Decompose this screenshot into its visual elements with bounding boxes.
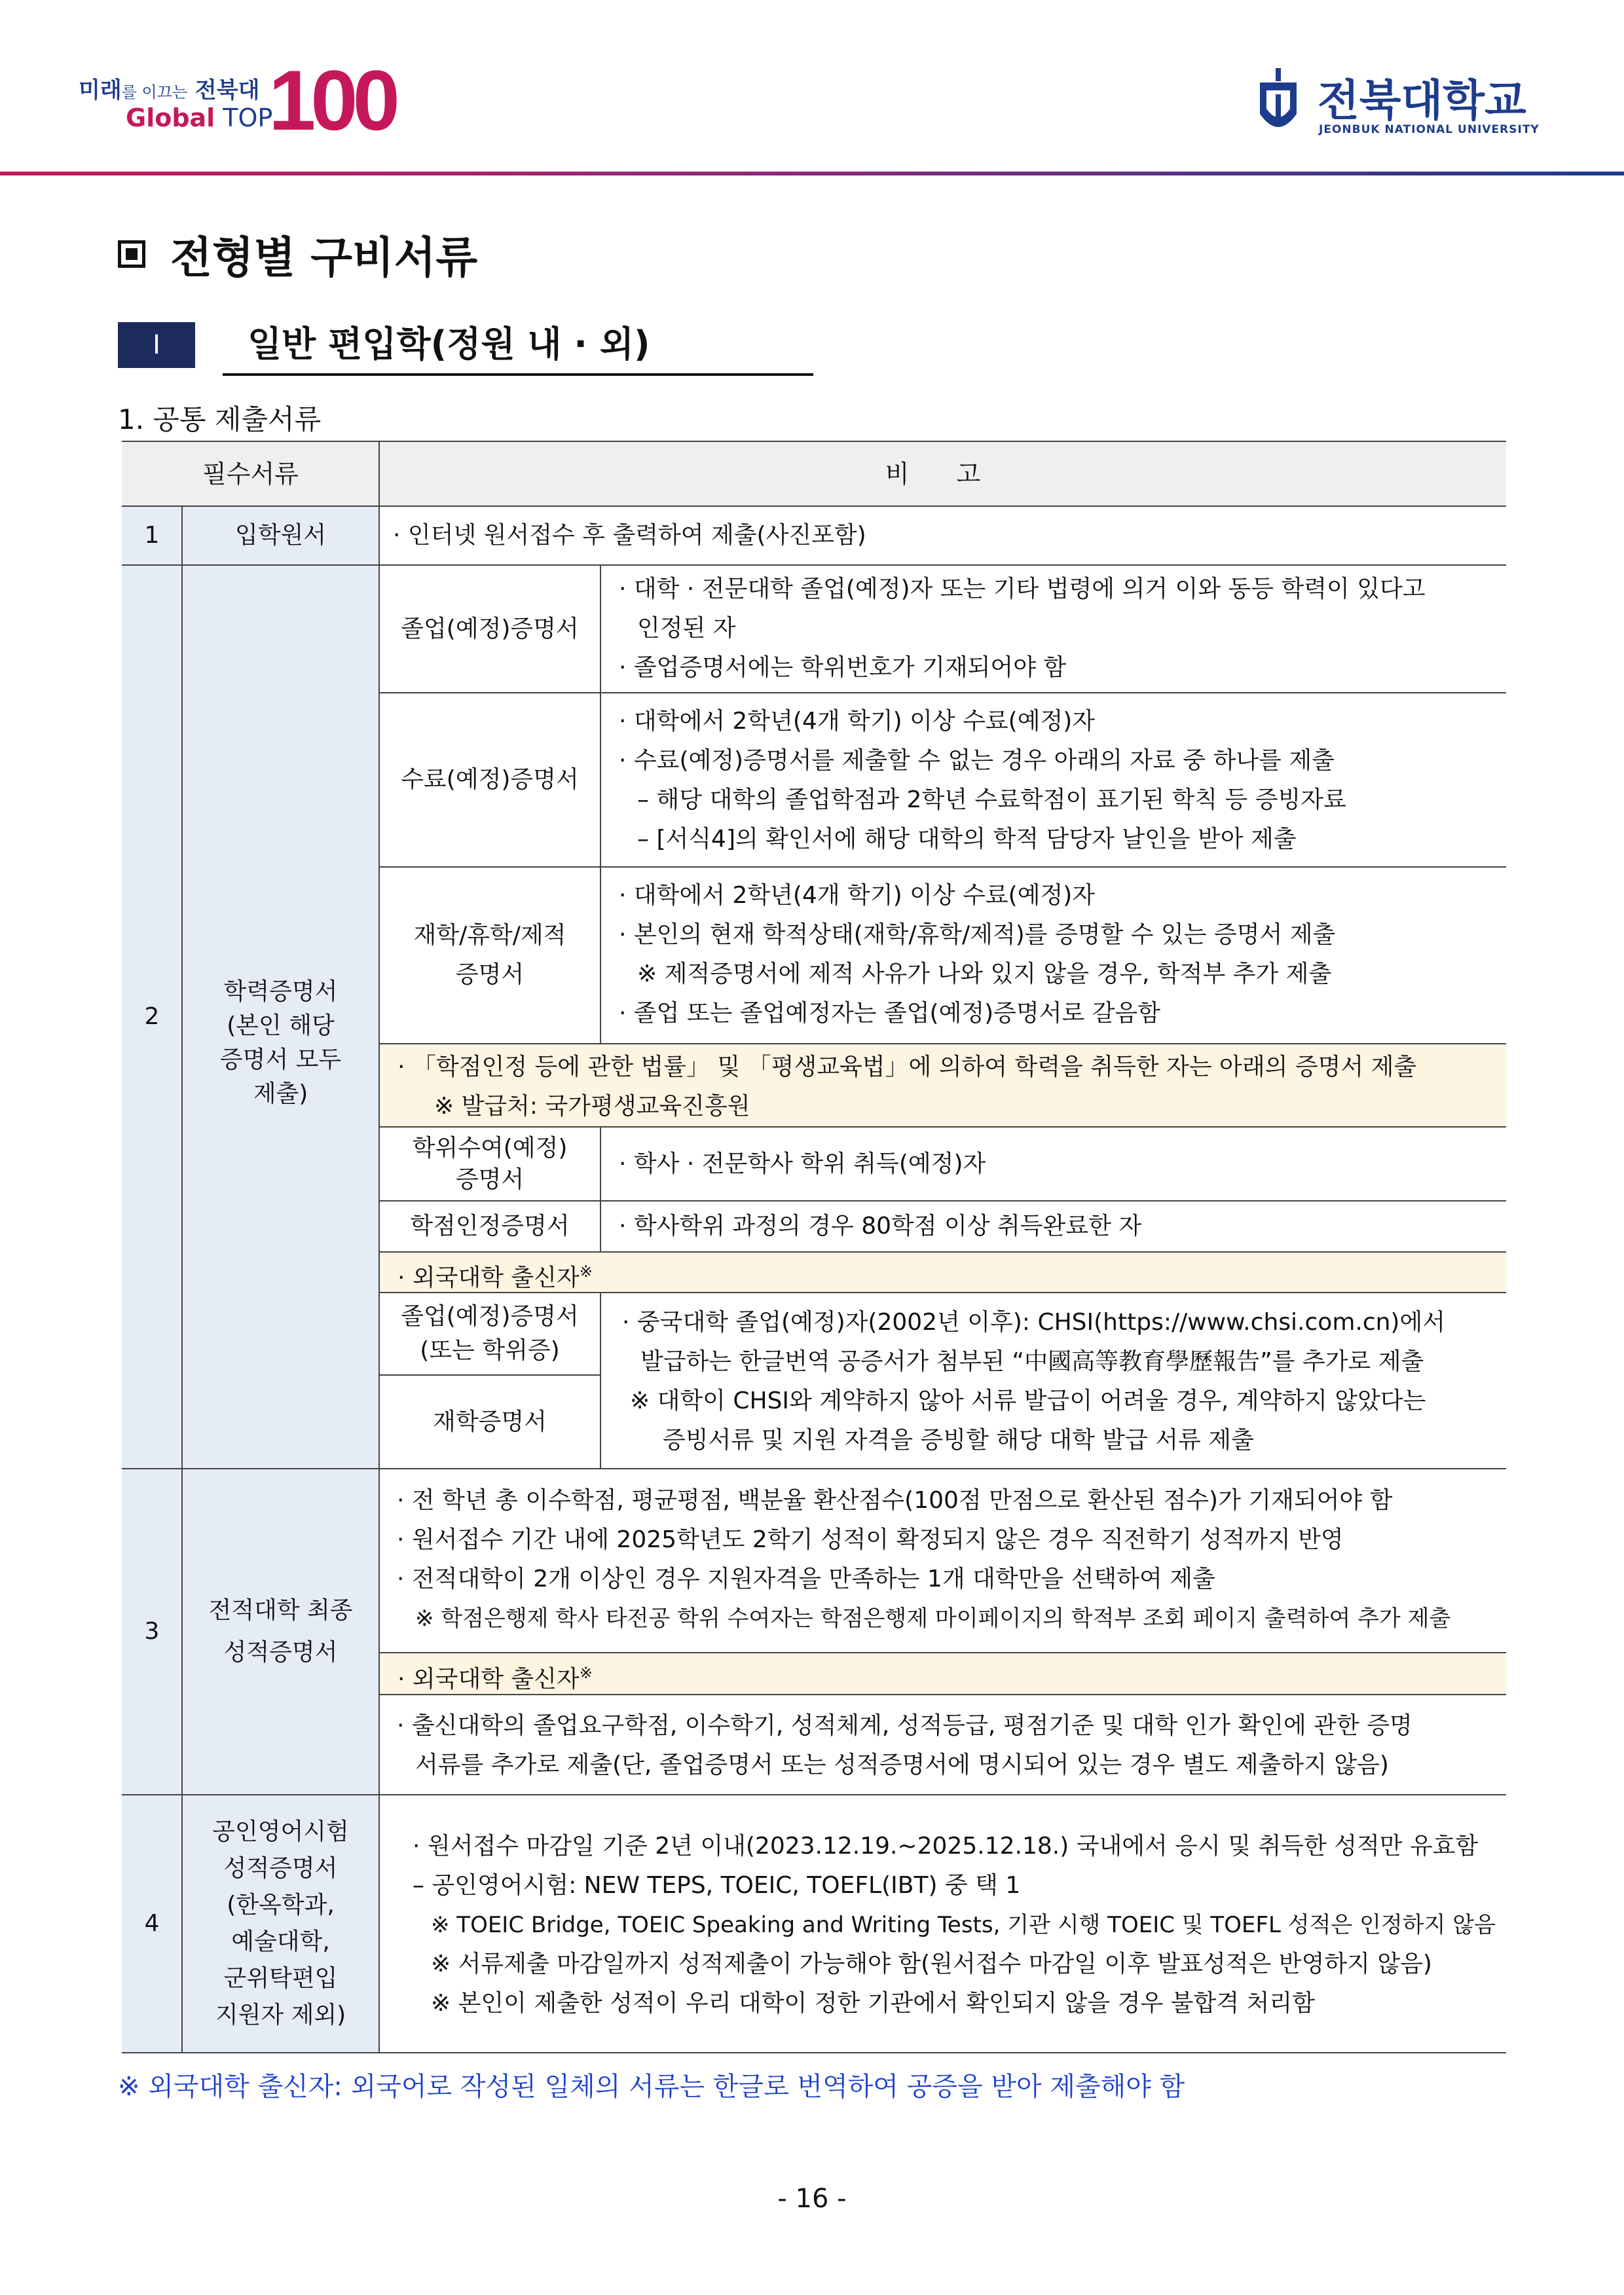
note-line: ※ TOEIC Bridge, TOEIC Speaking and Writing Tests, 기관 시행 TOEIC 및 TOEFL 성적은 인정하지 않음 bbox=[431, 1912, 1496, 1938]
enrollment-cert-note bbox=[619, 876, 1503, 1033]
row4-doc-line: 군위탁편입 bbox=[223, 1965, 338, 1992]
note-line: · 전적대학이 2개 이상인 경우 지원자격을 만족하는 1개 대학만을 선택하여 제출 bbox=[397, 1566, 1215, 1592]
row1-no-text: 1 bbox=[144, 522, 160, 549]
row4-doc bbox=[182, 1795, 379, 2053]
square-bullet-icon bbox=[118, 240, 145, 268]
note-line: – [서식4]의 확인서에 해당 대학의 학적 담당자 날인을 받아 제출 bbox=[637, 826, 1297, 853]
completion-cert-label-text: 수료(예정)증명서 bbox=[401, 766, 579, 793]
note-line: · 대학에서 2학년(4개 학기) 이상 수료(예정)자 bbox=[619, 882, 1096, 909]
row4-doc-line: 공인영어시험 bbox=[212, 1818, 349, 1845]
row3-doc bbox=[182, 1469, 379, 1795]
note-line: · 원서접수 마감일 기준 2년 이내(2023.12.19.~2025.12.18.) 국내에서 응시 및 취득한 성적만 유효함 bbox=[413, 1833, 1479, 1860]
label-line: 증명서 bbox=[455, 1166, 525, 1193]
header-doc-text: 필수서류 bbox=[202, 460, 299, 488]
foreign-notice-r3 bbox=[379, 1653, 1506, 1695]
note-line: ※ 서류제출 마감일까지 성적제출이 가능해야 함(원서접수 마감일 이후 발표성적은 반영하지 않음) bbox=[431, 1951, 1432, 1977]
row1-note: · 인터넷 원서접수 후 출력하여 제출(사진포함) bbox=[393, 522, 866, 549]
row4-doc-line: 성적증명서 bbox=[223, 1855, 338, 1882]
table-rule bbox=[379, 1694, 1506, 1695]
table-rule bbox=[379, 1126, 1506, 1128]
table-rule bbox=[379, 692, 1506, 693]
table-top-border bbox=[122, 441, 1506, 442]
note-line: 서류를 추가로 제출(단, 졸업증명서 또는 성적증명서에 명시되어 있는 경우 별도 제출하지 않음) bbox=[415, 1752, 1389, 1778]
note-line: ※ 제적증명서에 제적 사유가 나와 있지 않을 경우, 학적부 추가 제출 bbox=[637, 961, 1332, 987]
university-name: 전북대학교 bbox=[1318, 75, 1526, 126]
row1-no bbox=[122, 506, 182, 565]
page-number: - 16 - bbox=[777, 2184, 847, 2214]
credit-law-notice bbox=[379, 1044, 1506, 1127]
degree-cert-note: · 학사 · 전문학사 학위 취득(예정)자 bbox=[619, 1150, 986, 1177]
notice-line: · 「학점인정 등에 관한 법률」 및 「평생교육법」에 의하여 학력을 취득한 자는 아래의 증명서 제출 bbox=[397, 1054, 1417, 1080]
label-line: 학위수여(예정) bbox=[412, 1134, 568, 1162]
table-rule bbox=[379, 1251, 1506, 1253]
row4-doc-line: 예술대학, bbox=[231, 1928, 330, 1955]
table-vrule bbox=[600, 1127, 601, 1252]
subsection-underline bbox=[223, 373, 813, 376]
foreign-enroll-label-text: 재학증명서 bbox=[433, 1408, 547, 1435]
note-line: · 전 학년 총 이수학점, 평균평점, 백분율 환산점수(100점 만점으로 환산된 점수)가 기재되어야 함 bbox=[397, 1487, 1393, 1514]
label-line: 증명서 bbox=[455, 961, 525, 988]
row4-no-text: 4 bbox=[144, 1910, 160, 1937]
note-line: 인정된 자 bbox=[637, 615, 736, 642]
section-title bbox=[118, 223, 477, 285]
logo-slogan-word2: 를 이끄는 bbox=[121, 83, 188, 101]
foreign-grad-label bbox=[379, 1293, 600, 1375]
enrollment-cert-label bbox=[379, 867, 600, 1044]
table-rule bbox=[379, 1043, 1506, 1044]
row3-doc-line: 전적대학 최종 bbox=[208, 1597, 353, 1624]
note-line: 증빙서류 및 지원 자격을 증빙할 해당 대학 발급 서류 제출 bbox=[663, 1427, 1254, 1454]
global-top100-logo bbox=[79, 52, 419, 148]
table-rule bbox=[379, 1200, 1506, 1202]
note-line: · 대학 · 전문대학 졸업(예정)자 또는 기타 법령에 의거 이와 동등 학력이 있다고 bbox=[619, 576, 1426, 602]
note-line: ※ 학점은행제 학사 타전공 학위 수여자는 학점은행제 마이페이지의 학적부 조회 페이지 출력하여 추가 제출 bbox=[415, 1606, 1451, 1632]
foreign-notice-mark: ※ bbox=[579, 1262, 593, 1281]
foreign-enroll-label bbox=[379, 1375, 600, 1469]
logo-global: Global bbox=[126, 103, 215, 132]
logo-top: TOP bbox=[223, 103, 273, 132]
note-line: · 중국대학 졸업(예정)자(2002년 이후): CHSI(https://www.chsi.com.cn)에서 bbox=[622, 1309, 1446, 1336]
note-line: ※ 본인이 제출한 성적이 우리 대학이 정한 기관에서 확인되지 않을 경우 불합격 처리함 bbox=[431, 1990, 1315, 2017]
foreign-notice-text: · 외국대학 출신자 bbox=[397, 1666, 580, 1693]
subsection-number: Ⅰ bbox=[118, 322, 195, 368]
transcript-note bbox=[397, 1481, 1504, 1638]
foreign-notice-r2 bbox=[379, 1252, 1506, 1293]
note-line: ※ 대학이 CHSI와 계약하지 않아 서류 발급이 어려울 경우, 계약하지 않았다는 bbox=[630, 1387, 1426, 1414]
note-line: · 원서접수 기간 내에 2025학년도 2학기 성적이 확정되지 않은 경우 직전학기 성적까지 반영 bbox=[397, 1526, 1344, 1553]
row4-doc-line: (한옥학과, bbox=[227, 1892, 335, 1919]
note-line: · 졸업증명서에는 학위번호가 기재되어야 함 bbox=[619, 654, 1067, 681]
row2-doc-line: 제출) bbox=[253, 1080, 308, 1107]
grad-cert-label-text: 졸업(예정)증명서 bbox=[401, 615, 579, 642]
foreign-translation-note: ※ 외국대학 출신자: 외국어로 작성된 일체의 서류는 한글로 번역하여 공증을 받아 제출해야 함 bbox=[118, 2072, 1185, 2102]
grad-cert-note bbox=[619, 570, 1503, 688]
note-line: · 출신대학의 졸업요구학점, 이수학기, 성적체계, 성적등급, 평점기준 및 대학 인가 확인에 관한 증명 bbox=[397, 1712, 1412, 1739]
row2-no-text: 2 bbox=[144, 1003, 160, 1030]
completion-cert-label bbox=[379, 693, 600, 867]
row2-doc-line: 학력증명서 bbox=[223, 978, 338, 1005]
foreign-transcript-note bbox=[397, 1706, 1504, 1785]
logo-slogan-word3: 전북대 bbox=[194, 77, 260, 103]
row1-doc bbox=[182, 506, 379, 565]
table-rule bbox=[122, 1794, 1506, 1795]
row1-doc-text: 입학원서 bbox=[234, 522, 327, 549]
logo-slogan-word1: 미래 bbox=[79, 77, 122, 103]
note-line: – 공인영어시험: NEW TEPS, TOEIC, TOEFL(IBT) 중 택 1 bbox=[413, 1872, 1021, 1899]
row2-doc-line: (본인 해당 bbox=[227, 1012, 335, 1039]
foreign-notice-text: · 외국대학 출신자 bbox=[397, 1264, 580, 1291]
logo-slogan bbox=[79, 72, 259, 104]
label-line: 재학/휴학/제적 bbox=[413, 922, 566, 949]
header-note bbox=[379, 442, 1506, 506]
table-rule bbox=[379, 1652, 1506, 1653]
row4-doc-line: 지원자 제외) bbox=[215, 2002, 346, 2029]
foreign-cert-note bbox=[622, 1303, 1506, 1460]
row3-no bbox=[122, 1469, 182, 1795]
grad-cert-label bbox=[379, 565, 600, 693]
header-divider bbox=[0, 172, 1624, 175]
logo-global-top bbox=[126, 103, 272, 132]
table-bottom-border bbox=[122, 2052, 1506, 2053]
logo-100: 100 bbox=[268, 52, 395, 148]
header-note-text: 비 고 bbox=[885, 460, 1001, 488]
table-rule bbox=[122, 505, 1506, 507]
table-vrule bbox=[600, 565, 601, 1044]
row3-doc-line: 성적증명서 bbox=[223, 1639, 338, 1666]
table-rule bbox=[122, 564, 1506, 566]
label-line: (또는 학위증) bbox=[420, 1337, 560, 1364]
note-line: · 졸업 또는 졸업예정자는 졸업(예정)증명서로 갈음함 bbox=[619, 1000, 1161, 1027]
english-test-note bbox=[413, 1827, 1504, 2023]
note-line: · 대학에서 2학년(4개 학기) 이상 수료(예정)자 bbox=[619, 708, 1096, 735]
jbnu-logo bbox=[1257, 65, 1545, 144]
note-line: – 해당 대학의 졸업학점과 2학년 수료학점이 표기된 학칙 등 증빙자료 bbox=[637, 786, 1346, 813]
table-rule bbox=[122, 1468, 1506, 1469]
table-vrule bbox=[600, 1293, 601, 1469]
table-rule bbox=[379, 1292, 1506, 1293]
note-line: 발급하는 한글번역 공증서가 첨부된 “中國高等教育學歷報告”를 추가로 제출 bbox=[640, 1348, 1424, 1375]
degree-cert-label bbox=[379, 1127, 600, 1201]
table-vrule bbox=[378, 441, 380, 2053]
row4-no bbox=[122, 1795, 182, 2053]
row2-doc bbox=[182, 565, 379, 1469]
notice-line: ※ 발급처: 국가평생교육진흥원 bbox=[434, 1093, 750, 1120]
header-doc bbox=[122, 442, 379, 506]
row3-no-text: 3 bbox=[144, 1618, 160, 1645]
completion-cert-note bbox=[619, 702, 1503, 859]
credit-cert-note: · 학사학위 과정의 경우 80학점 이상 취득완료한 자 bbox=[619, 1213, 1142, 1239]
subsection-title: 일반 편입학(정원 내 · 외) bbox=[248, 323, 650, 365]
row2-no bbox=[122, 565, 182, 1469]
section-title-text: 전형별 구비서류 bbox=[170, 232, 478, 283]
note-line: · 수료(예정)증명서를 제출할 수 없는 경우 아래의 자료 중 하나를 제출 bbox=[619, 747, 1335, 774]
subsection-heading bbox=[118, 318, 694, 376]
label-line: 졸업(예정)증명서 bbox=[401, 1303, 579, 1330]
table-rule bbox=[379, 866, 1506, 868]
row2-doc-line: 증명서 모두 bbox=[219, 1046, 342, 1073]
note-line: · 본인의 현재 학적상태(재학/휴학/제적)를 증명할 수 있는 증명서 제출 bbox=[619, 921, 1336, 948]
university-name-en: JEONBUK NATIONAL UNIVERSITY bbox=[1319, 123, 1540, 136]
credit-cert-label bbox=[379, 1201, 600, 1252]
credit-cert-label-text: 학점인정증명서 bbox=[410, 1213, 570, 1239]
foreign-notice-mark: ※ bbox=[579, 1664, 593, 1682]
table-rule bbox=[379, 1374, 600, 1376]
table-vrule bbox=[181, 506, 183, 2053]
item-title: 1. 공통 제출서류 bbox=[118, 403, 322, 435]
university-emblem-icon bbox=[1257, 68, 1299, 140]
